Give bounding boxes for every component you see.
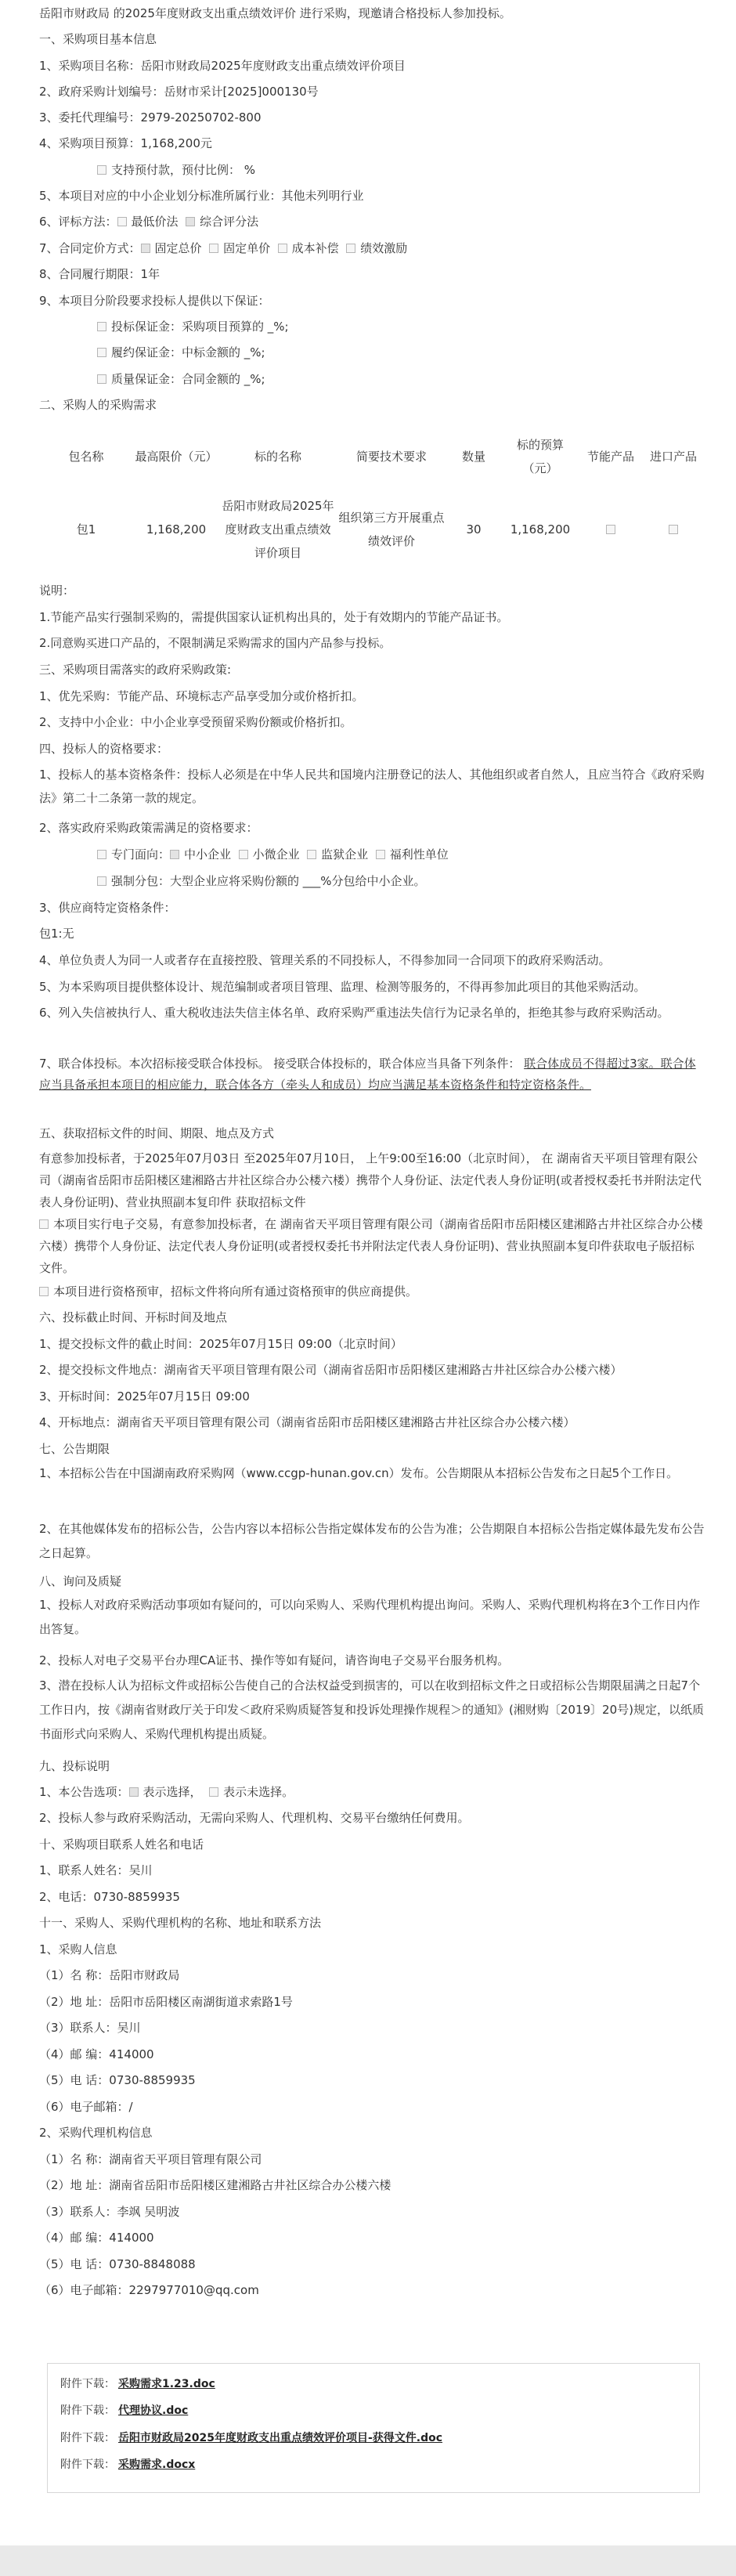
- purchaser-heading: 1、采购人信息: [39, 1942, 117, 1956]
- bid-guarantee-checkbox[interactable]: [97, 322, 106, 331]
- bid-guarantee: 投标保证金：采购项目预算的 _%;: [97, 319, 289, 334]
- table-cell: 组织第三方开展重点绩效评价: [338, 510, 445, 548]
- subcontract-checkbox[interactable]: [97, 876, 106, 886]
- section-8-heading: 八、询问及质疑: [39, 1574, 122, 1588]
- mandatory-subcontract: 强制分包：大型企业应将采购份额的 ___%分包给中小企业。: [97, 873, 426, 889]
- agency-phone: （5）电 话：0730-8848088: [39, 2257, 196, 2271]
- reserved-for-checkbox[interactable]: [97, 850, 106, 859]
- table-header: 简要技术要求: [355, 450, 427, 464]
- agency-contact: （3）联系人：李飒 吴明波: [39, 2205, 180, 2219]
- performance-guarantee: 履约保证金：中标金额的 _%;: [97, 345, 265, 360]
- contract-period: 8、合同履行期限：1年: [39, 267, 161, 281]
- qualification-7: 7、联合体投标。本次招标接受联合体投标。 接受联合体投标的，联合体应当具备下列条件： 联合体成员不得超过3家。联合体应当具备承担本项目的相应能力，联合体各方（牵头人和成员）均应当满足基本资格条件和特定资格条件。: [39, 1057, 696, 1092]
- sme-checkbox[interactable]: [170, 850, 179, 859]
- performance-incentive-checkbox[interactable]: [346, 244, 355, 253]
- evaluation-method: 6、评标方法： 最低价法 综合评分法: [39, 215, 259, 229]
- table-cell: 30: [466, 522, 482, 537]
- policy-1: 1、优先采购：节能产品、环境标志产品享受加分或价格折扣。: [39, 689, 364, 703]
- section-2-heading: 二、采购人的采购需求: [39, 398, 157, 412]
- opening-location: 4、开标地点：湖南省天平项目管理有限公司（湖南省岳阳市岳阳楼区建湘路古井社区综合办公楼六楼）: [39, 1415, 575, 1429]
- agency-number: 3、委托代理编号：2979-20250702-800: [39, 110, 262, 125]
- opening-time: 3、开标时间：2025年07月15日 09:00: [39, 1389, 250, 1404]
- unselected-legend-checkbox: [209, 1787, 218, 1797]
- inquiry-2: 2、投标人对电子交易平台办理CA证书、操作等如有疑问，请咨询电子交易平台服务机构。: [39, 1653, 510, 1667]
- notes-heading: 说明：: [39, 583, 75, 598]
- cost-compensation-checkbox[interactable]: [278, 244, 287, 253]
- section-10-heading: 十、采购项目联系人姓名和电话: [39, 1837, 204, 1852]
- selected-legend-checkbox: [129, 1787, 139, 1797]
- section-6-heading: 六、投标截止时间、开标时间及地点: [39, 1310, 228, 1324]
- table-header: 数量: [461, 450, 485, 464]
- submission-deadline: 1、提交投标文件的截止时间：2025年07月15日 09:00（北京时间）: [39, 1337, 402, 1351]
- prepay-checkbox[interactable]: [97, 165, 106, 175]
- qualification-3: 3、供应商特定资格条件：: [39, 901, 176, 915]
- section-3-heading: 三、采购项目需落实的政府采购政策:: [39, 663, 232, 677]
- agency-heading: 2、采购代理机构信息: [39, 2126, 153, 2140]
- table-header: 标的预算（元）: [516, 438, 564, 475]
- micro-enterprise-checkbox[interactable]: [239, 850, 248, 859]
- qualification-4: 4、单位负责人为同一人或者存在直接控股、管理关系的不同投标人，不得参加同一合同项下的政府采购活动。: [39, 953, 611, 967]
- purchaser-address: （2）地 址：岳阳市岳阳楼区南湖街道求索路1号: [39, 1995, 293, 2009]
- submission-location: 2、提交投标文件地点：湖南省天平项目管理有限公司（湖南省岳阳市岳阳楼区建湘路古井社区综合办公楼六楼）: [39, 1363, 622, 1377]
- note-2: 2.同意购买进口产品的，不限制满足采购需求的国内产品参与投标。: [39, 636, 391, 650]
- reserved-for: 专门面向： 中小企业 小微企业 监狱企业 福利性单位: [97, 847, 449, 862]
- table-cell: 岳阳市财政局2025年度财政支出重点绩效评价项目: [222, 498, 334, 560]
- project-name: 1、采购项目名称：岳阳市财政局2025年度财政支出重点绩效评价项目: [39, 59, 406, 73]
- option-legend: 1、本公告选项： 表示选择， 表示未选择。: [39, 1785, 294, 1799]
- contract-pricing: 7、合同定价方式： 固定总价 固定单价 成本补偿 绩效激励: [39, 241, 408, 255]
- table-header: 节能产品: [586, 450, 634, 464]
- table-header: 进口产品: [649, 450, 697, 464]
- purchaser-email: （6）电子邮箱：/: [39, 2100, 133, 2114]
- qualification-3-package: 包1:无: [39, 927, 74, 941]
- energy-saving-checkbox[interactable]: [606, 525, 615, 534]
- sme-industry: 5、本项目对应的中小企业划分标准所属行业：其他未列明行业: [39, 189, 364, 203]
- prepay-option: 支持预付款，预付比例： %: [97, 162, 255, 178]
- section-1-heading: 一、采购项目基本信息: [39, 32, 157, 46]
- obtain-documents-1: 有意参加投标者，于2025年07月03日 至2025年07月10日， 上午9:00至16:00（北京时间）， 在 湖南省天平项目管理有限公司（湖南省岳阳市岳阳楼区建湘路古井社区综合办公楼六楼）携带个人身份证、法定代表人身份证明(或者授权委托书并附法定代表人身份证明)、营业执照副本复印件 获取招标文件: [39, 1151, 702, 1209]
- qualification-5: 5、为本采购项目提供整体设计、规范编制或者项目管理、监理、检测等服务的，不得再参加此项目的其他采购活动。: [39, 980, 646, 994]
- table-header: 标的名称: [254, 450, 301, 464]
- demand-table: [39, 425, 705, 570]
- attachment-row: 附件下载： 采购需求1.23.doc: [60, 2378, 215, 2390]
- note-1: 1.节能产品实行强制采购的，需提供国家认证机构出具的，处于有效期内的节能产品证书。: [39, 610, 509, 624]
- announcement-period-1: 1、本招标公告在中国湖南政府采购网（www.ccgp-hunan.gov.cn）发布。公告期限从本招标公告发布之日起5个工作日。: [39, 1466, 679, 1480]
- performance-guarantee-checkbox[interactable]: [97, 348, 106, 357]
- prequalification-checkbox[interactable]: [39, 1287, 49, 1296]
- contact-phone: 2、电话：0730-8859935: [39, 1890, 180, 1904]
- agency-postcode: （4）邮 编：414000: [39, 2231, 154, 2245]
- table-row: [39, 488, 705, 570]
- intro-text: 岳阳市财政局 的2025年度财政支出重点绩效评价 进行采购，现邀请合格投标人参加投标。: [39, 6, 511, 20]
- no-fee-note: 2、投标人参与政府采购活动，无需向采购人、代理机构、交易平台缴纳任何费用。: [39, 1811, 470, 1825]
- obtain-documents-2: 本项目实行电子交易，有意参加投标者，在 湖南省天平项目管理有限公司（湖南省岳阳市岳阳楼区建湘路古井社区综合办公楼六楼）携带个人身份证、法定代表人身份证明(或者授权委托书并附法定代表人身份证明)、营业执照副本复印件获取电子版招标文件。: [39, 1217, 703, 1275]
- attachment-row: 附件下载： 代理协议.doc: [60, 2404, 189, 2417]
- qualification-1: 1、投标人的基本资格条件：投标人必须是在中华人民共和国境内注册登记的法人、其他组织或者自然人，且应当符合《政府采购法》第二十二条第一款的规定。: [39, 768, 705, 805]
- welfare-unit-checkbox[interactable]: [376, 850, 385, 859]
- attachment-row: 附件下载： 岳阳市财政局2025年度财政支出重点绩效评价项目-获得文件.doc: [60, 2432, 443, 2444]
- attachment-link[interactable]: 采购需求1.23.doc: [118, 2378, 215, 2390]
- agency-name: （1）名 称：湖南省天平项目管理有限公司: [39, 2152, 262, 2166]
- table-cell: 包1: [76, 522, 96, 537]
- table-header: 包名称: [68, 450, 104, 464]
- table-header: 最高限价（元）: [135, 450, 218, 464]
- guarantee-heading: 9、本项目分阶段要求投标人提供以下保证：: [39, 294, 270, 308]
- section-7-heading: 七、公告期限: [39, 1442, 110, 1456]
- plan-number: 2、政府采购计划编号：岳财市采计[2025]000130号: [39, 85, 319, 99]
- lowest-price-checkbox[interactable]: [117, 217, 127, 226]
- purchaser-postcode: （4）邮 编：414000: [39, 2047, 154, 2061]
- purchaser-phone: （5）电 话：0730-8859935: [39, 2073, 196, 2087]
- qualification-6: 6、列入失信被执行人、重大税收违法失信主体名单、政府采购严重违法失信行为记录名单的，拒绝其参与政府采购活动。: [39, 1006, 669, 1020]
- comprehensive-score-checkbox[interactable]: [186, 217, 195, 226]
- prison-enterprise-checkbox[interactable]: [307, 850, 316, 859]
- attachments-box: [47, 2363, 700, 2493]
- agency-address: （2）地 址：湖南省岳阳市岳阳楼区建湘路古井社区综合办公楼六楼: [39, 2178, 391, 2192]
- table-header-row: [39, 425, 705, 488]
- table-cell: [642, 488, 705, 570]
- purchaser-name: （1）名 称：岳阳市财政局: [39, 1968, 180, 1982]
- table-cell: 1,168,200: [146, 522, 207, 537]
- section-11-heading: 十一、采购人、采购代理机构的名称、地址和联系方法: [39, 1916, 322, 1930]
- quality-guarantee: 质量保证金：合同金额的 _%;: [97, 371, 265, 387]
- imported-product-checkbox[interactable]: [669, 525, 678, 534]
- attachment-link[interactable]: 采购需求.docx: [118, 2459, 196, 2471]
- policy-2: 2、支持中小企业：中小企业享受预留采购份额或价格折扣。: [39, 715, 352, 729]
- purchaser-contact: （3）联系人：吴川: [39, 2021, 141, 2035]
- attachment-row: 附件下载： 采购需求.docx: [60, 2459, 196, 2471]
- section-4-heading: 四、投标人的资格要求：: [39, 742, 169, 756]
- table-cell: 1,168,200: [510, 522, 571, 537]
- table-cell: [579, 488, 642, 570]
- qualification-2: 2、落实政府采购政策需满足的资格要求：: [39, 821, 258, 835]
- page-footer: [0, 2545, 736, 2576]
- fixed-unit-checkbox[interactable]: [209, 244, 218, 253]
- quality-guarantee-checkbox[interactable]: [97, 374, 106, 384]
- electronic-trade-checkbox[interactable]: [39, 1219, 49, 1229]
- fixed-total-checkbox[interactable]: [141, 244, 150, 253]
- section-9-heading: 九、投标说明: [39, 1759, 110, 1773]
- attachment-link[interactable]: 代理协议.doc: [118, 2404, 189, 2417]
- agency-email: （6）电子邮箱：2297977010@qq.com: [39, 2283, 259, 2297]
- section-5-heading: 五、获取招标文件的时间、期限、地点及方式: [39, 1126, 275, 1140]
- inquiry-3: 3、潜在投标人认为招标文件或招标公告使自己的合法权益受到损害的，可以在收到招标文件之日或招标公告期限届满之日起7个工作日内，按《湖南省财政厅关于印发＜政府采购质疑答复和投诉处理操作规程＞的通知》(湘财购〔2019〕20号)规定，以纸质书面形式向采购人、采购代理机构提出质疑。: [39, 1678, 704, 1741]
- attachment-link[interactable]: 岳阳市财政局2025年度财政支出重点绩效评价项目-获得文件.doc: [118, 2432, 443, 2444]
- contact-name: 1、联系人姓名：吴川: [39, 1863, 153, 1877]
- announcement-period-2: 2、在其他媒体发布的招标公告，公告内容以本招标公告指定媒体发布的公告为准；公告期限自本招标公告指定媒体最先发布公告之日起算。: [39, 1522, 705, 1560]
- obtain-documents-3: 本项目进行资格预审，招标文件将向所有通过资格预审的供应商提供。: [39, 1284, 417, 1299]
- inquiry-1: 1、投标人对政府采购活动事项如有疑问的，可以向采购人、采购代理机构提出询问。采购人、采购代理机构将在3个工作日内作出答复。: [39, 1598, 701, 1636]
- project-budget: 4、采购项目预算：1,168,200元: [39, 136, 212, 150]
